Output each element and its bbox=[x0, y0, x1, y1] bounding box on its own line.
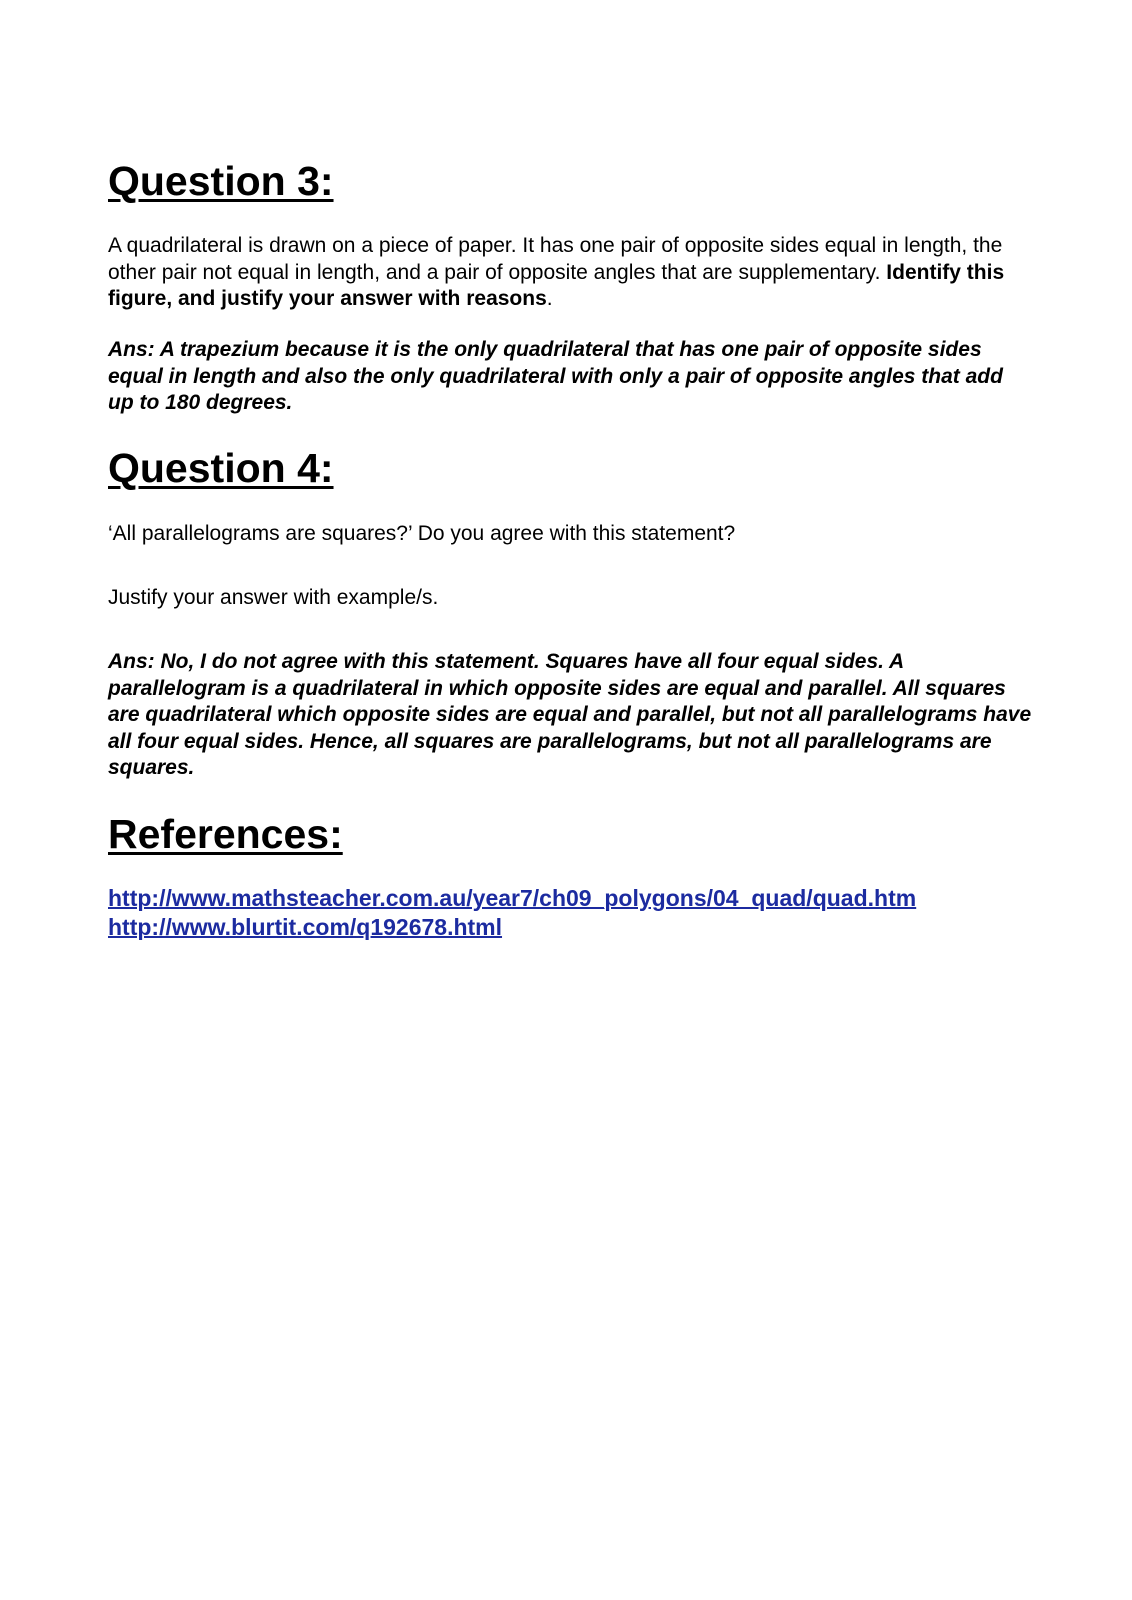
reference-item bbox=[108, 884, 916, 913]
question-4-heading: Question 4: bbox=[108, 445, 334, 491]
question-4-statement: ‘All parallelograms are squares?’ Do you agree with this statement? bbox=[108, 522, 736, 545]
reference-link-blurtit[interactable]: http://www.blurtit.com/q192678.html bbox=[108, 914, 503, 940]
question-4-instruction: Justify your answer with example/s. bbox=[108, 586, 439, 609]
reference-link-mathsteacher[interactable]: http://www.mathsteacher.com.au/year7/ch09_polygons/04_quad/quad.htm bbox=[108, 885, 917, 911]
question-3-text bbox=[108, 233, 1008, 313]
question-3-answer: Ans: A trapezium because it is the only quadrilateral that has one pair of opposite sides equal in length and also the only quadrilateral with only a pair of opposite angles that add up to 180 degrees. bbox=[108, 338, 1003, 414]
reference-item bbox=[108, 913, 916, 942]
question-3-instruction: Identify this figure, and justify your answer with reasons bbox=[108, 260, 1005, 310]
references-list bbox=[108, 884, 916, 942]
references-heading: References: bbox=[108, 811, 343, 857]
question-3-heading: Question 3: bbox=[108, 158, 334, 204]
question-4-answer: Ans: No, I do not agree with this statement. Squares have all four equal sides. A parallelogram is a quadrilateral in which opposite sides are equal and parallel. All squares are quadrilateral which opposite sides are equal and parallel, but not all parallelograms have all four equal sides. Hence, all squares are parallelograms, but not all parallelograms are squares. bbox=[108, 650, 1032, 779]
question-3-prompt: A quadrilateral is drawn on a piece of paper. It has one pair of opposite sides equal in length, the other pair not equal in length, and a pair of opposite angles that are supplementary. bbox=[108, 234, 1003, 284]
question-3-period: . bbox=[546, 287, 553, 310]
